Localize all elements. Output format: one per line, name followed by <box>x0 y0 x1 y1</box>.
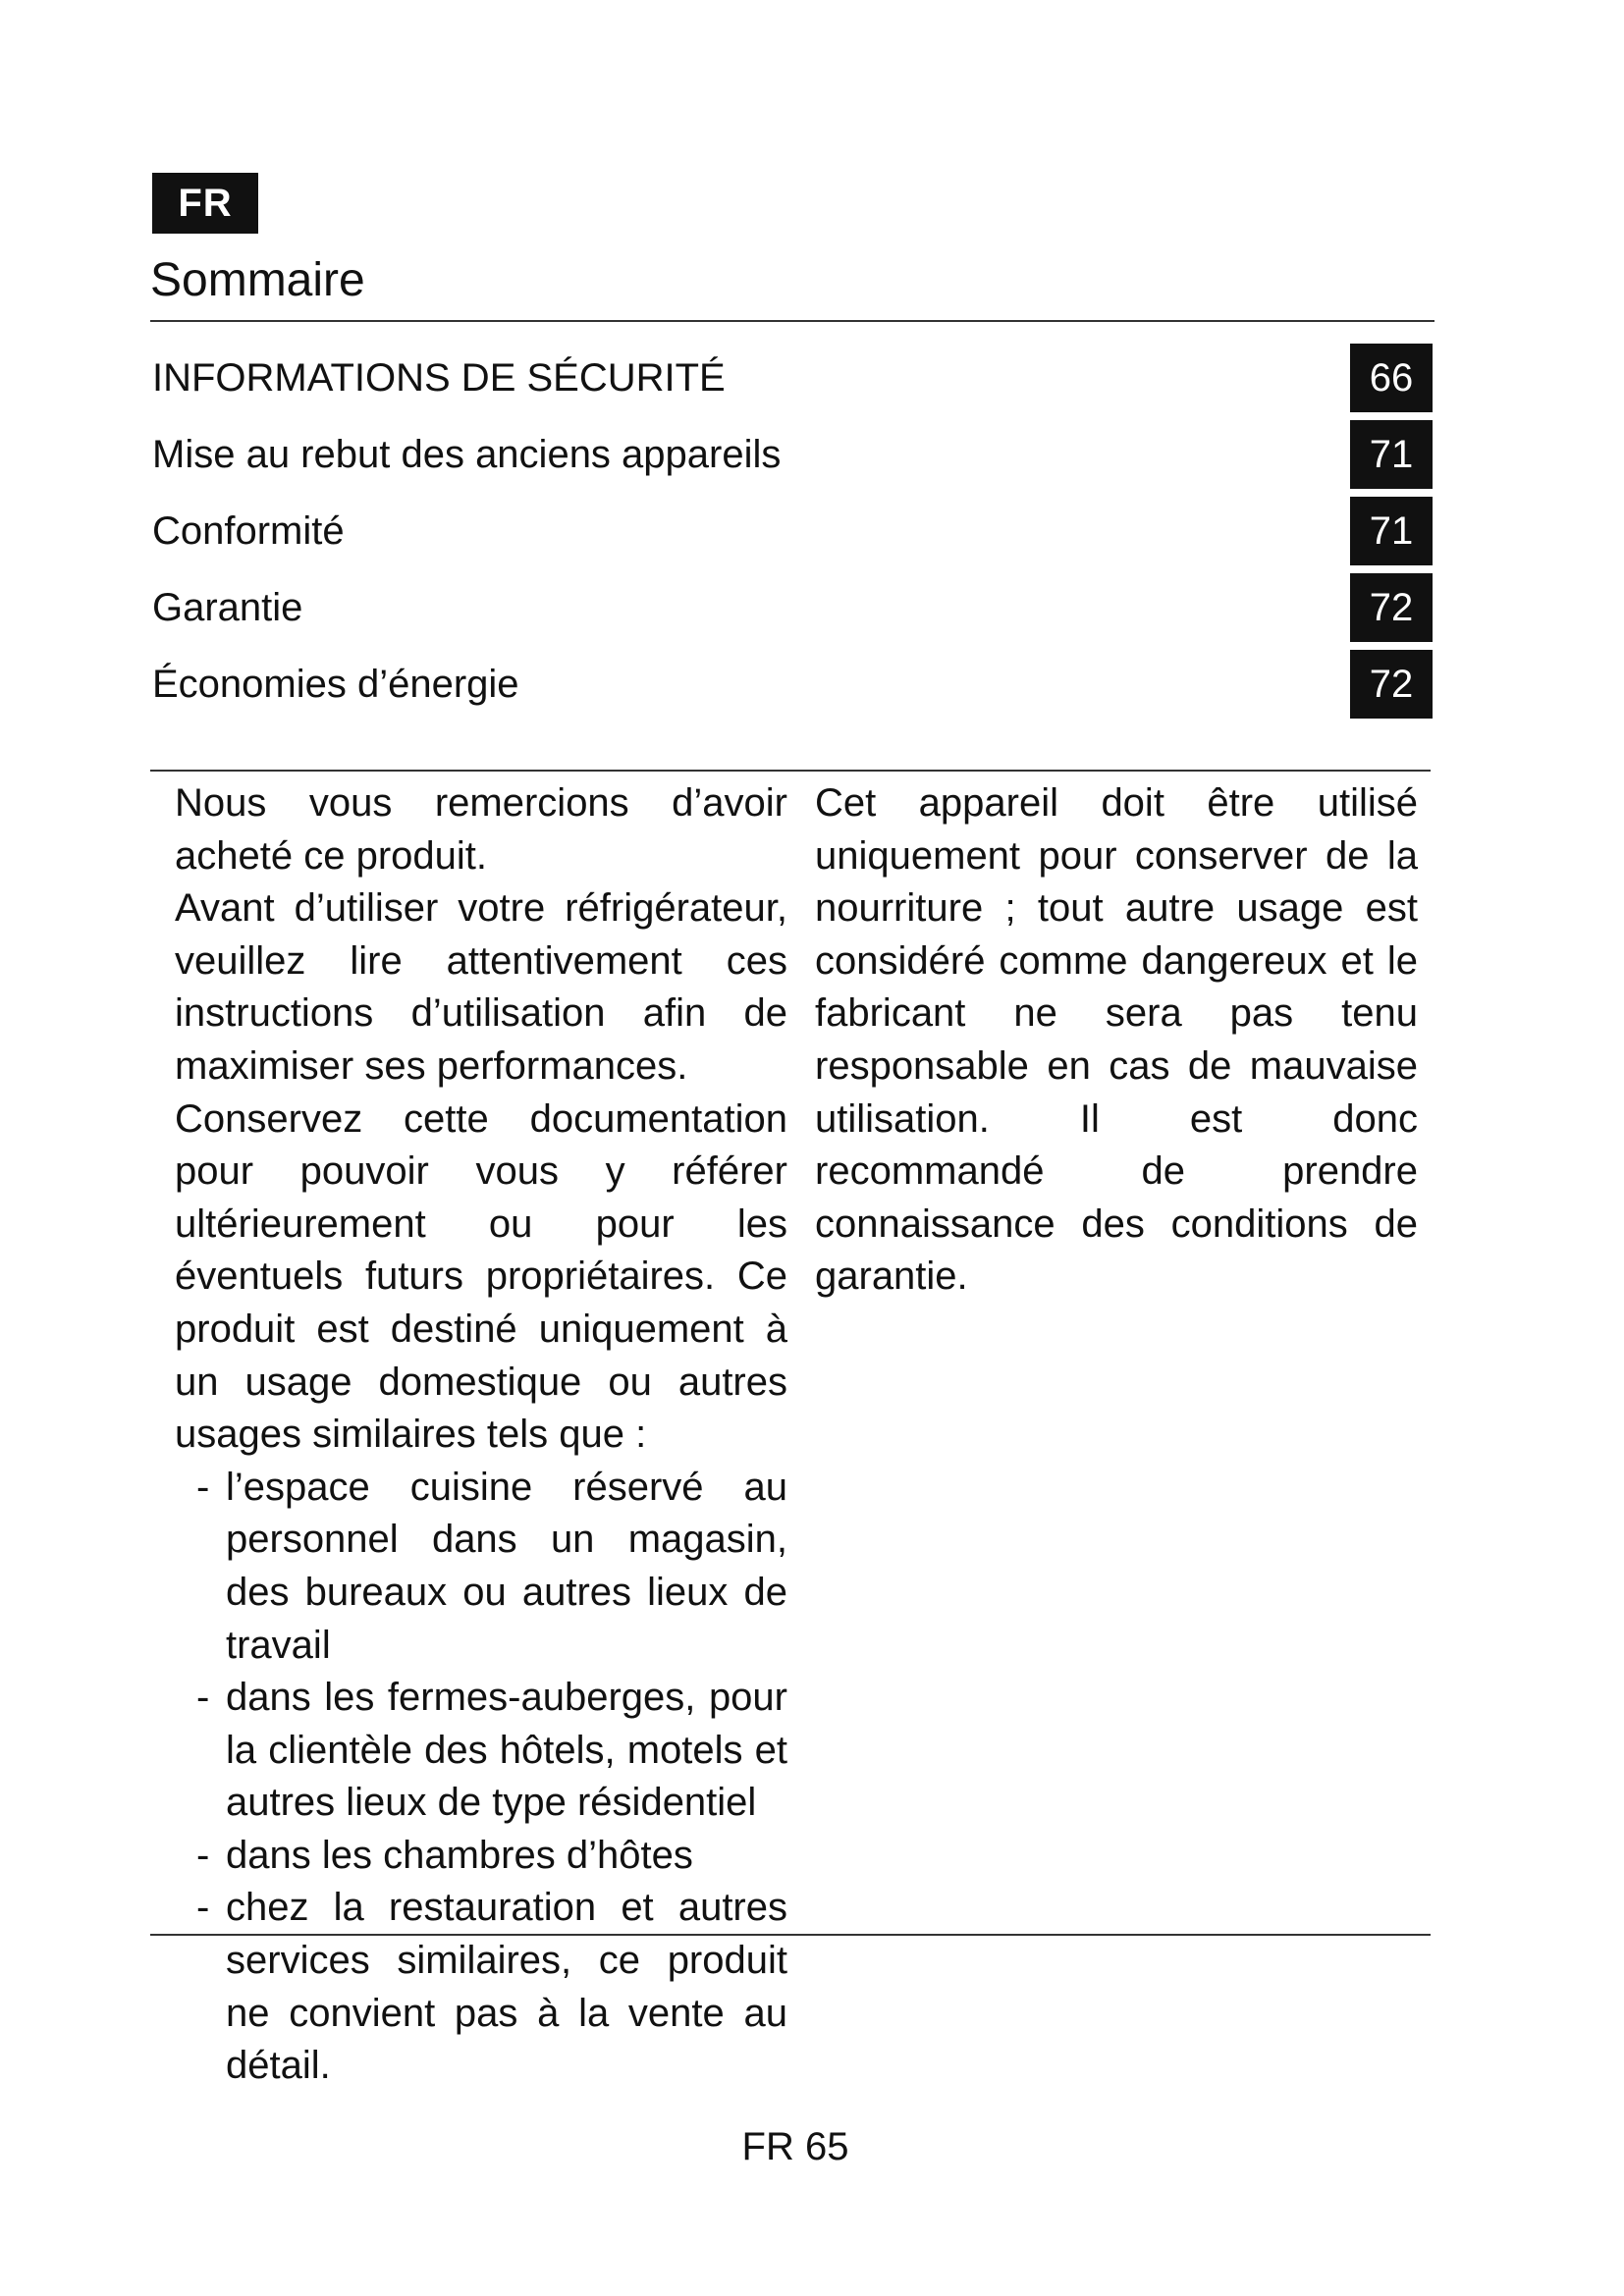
toc-item-disposal[interactable] <box>150 420 1433 497</box>
toc-item-safety[interactable] <box>150 344 1433 420</box>
language-badge: FR <box>152 173 258 234</box>
toc-item-conformity[interactable] <box>150 497 1433 573</box>
toc-item-label: Économies d’énergie <box>152 663 519 706</box>
toc-page-number: 71 <box>1350 420 1433 489</box>
toc-item-warranty[interactable] <box>150 573 1433 650</box>
list-item <box>175 1882 787 2092</box>
bullet-marker: - <box>196 1676 210 1720</box>
toc-item-label: Mise au rebut des anciens appareils <box>152 433 782 476</box>
list-item-text: l’espace cuisine réservé au personnel dans un magasin, des bureaux ou autres lieux de travail <box>226 1465 787 1667</box>
intro-paragraph: Conservez cette documentation pour pouvoir vous y référer ultérieurement ou pour les éventuels futurs propriétaires. Ce produit est destiné uniquement à un usage domestique ou autres usages similaires tels que : <box>175 1096 787 1457</box>
intro-column-left <box>175 777 787 2093</box>
toc-item-energy-savings[interactable] <box>150 650 1433 726</box>
usage-warning-paragraph: Cet appareil doit être utilisé uniquement pour conserver de la nourriture ; tout autre usage est considéré comme dangereux et le fabricant ne sera pas tenu responsable en cas de mauvaise utilisation. Il est donc recommandé de prendre connaissance des conditions de garantie. <box>815 781 1418 1299</box>
bullet-marker: - <box>196 1886 210 1930</box>
table-of-contents <box>150 344 1433 726</box>
section-divider-bottom <box>150 1934 1431 1936</box>
intro-column-right <box>815 777 1418 1304</box>
page-number: FR 65 <box>741 2125 849 2168</box>
list-item-text: dans les chambres d’hôtes <box>226 1833 693 1877</box>
list-item-text: dans les fermes-auberges, pour la clientèle des hôtels, motels et autres lieux de type résidentiel <box>226 1676 787 1825</box>
intro-paragraph: Nous vous remercions d’avoir acheté ce produit. <box>175 781 787 878</box>
title-divider <box>150 320 1435 322</box>
list-item <box>175 1462 787 1672</box>
toc-item-label: Conformité <box>152 509 345 553</box>
toc-page-number: 66 <box>1350 344 1433 412</box>
toc-page-number: 72 <box>1350 650 1433 719</box>
toc-page-number: 71 <box>1350 497 1433 565</box>
list-item <box>175 1672 787 1830</box>
toc-item-label: INFORMATIONS DE SÉCURITÉ <box>152 356 726 400</box>
bullet-marker: - <box>196 1833 210 1877</box>
toc-item-label: Garantie <box>152 586 303 629</box>
toc-page-number: 72 <box>1350 573 1433 642</box>
page-title: Sommaire <box>150 254 365 306</box>
bullet-marker: - <box>196 1465 210 1509</box>
list-item <box>175 1830 787 1883</box>
intro-paragraph: Avant d’utiliser votre réfrigérateur, veuillez lire attentivement ces instructions d’utilisation afin de maximiser ses performances. <box>175 886 787 1088</box>
list-item-text: chez la restauration et autres services similaires, ce produit ne convient pas à la vente au détail. <box>226 1886 787 2088</box>
section-divider <box>150 770 1431 772</box>
usage-list <box>175 1462 787 2093</box>
